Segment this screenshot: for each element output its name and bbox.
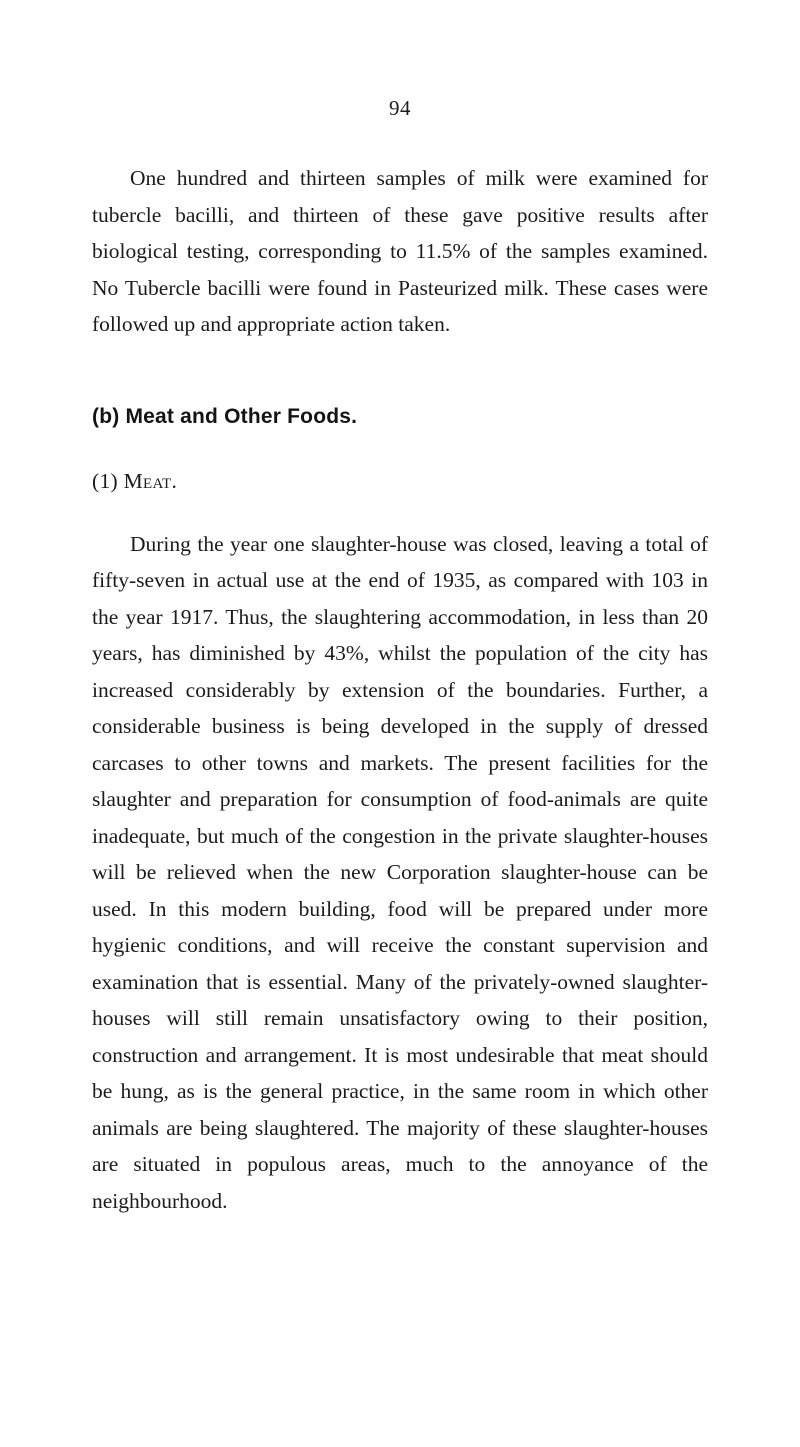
paragraph-milk-samples: One hundred and thirteen samples of milk were examined for tubercle bacilli, and thirteen of these gave positive results after biological testing, corresponding to 11.5% of the samples examined. No Tubercle bacilli were found in Pasteurized milk. These cases were followed up and appropriate action taken. [92,166,708,336]
spacer [92,494,708,526]
spacer [92,343,708,405]
subsection-heading-meat: (1) Meat. [92,468,178,493]
page-number: 94 [389,96,411,120]
paragraph-slaughter-houses: During the year one slaughter-house was closed, leaving a total of fifty-seven in actual use at the end of 1935, as compared with 103 in the year 1917. Thus, the slaughtering accommodation, in less than 20 years, has diminished by 43%, whilst the population of the city has increased considerably by extension of the boundaries. Further, a considerable business is being developed in the supply of dressed carcases to other towns and markets. The present facilities for the slaughter and preparation for consumption of food-animals are quite inadequate, but much of the congestion in the private slaughter-houses will be relieved when the new Corporation slaughter-house can be used. In this modern building, food will be prepared under more hygienic conditions, and will receive the constant supervision and examination that is essential. Many of the privately-owned slaughter-houses will still remain unsatisfactory owing to their position, construction and arrangement. It is most undesirable that meat should be hung, as is the general practice, in the same room in which other animals are being slaughtered. The majority of these slaughter-houses are situated in populous areas, much to the annoyance of the neighbourhood. [92,531,708,1213]
spacer [92,429,708,469]
page-content [92,160,708,1219]
section-heading-meat-and-other-foods: (b) Meat and Other Foods. [92,404,358,428]
